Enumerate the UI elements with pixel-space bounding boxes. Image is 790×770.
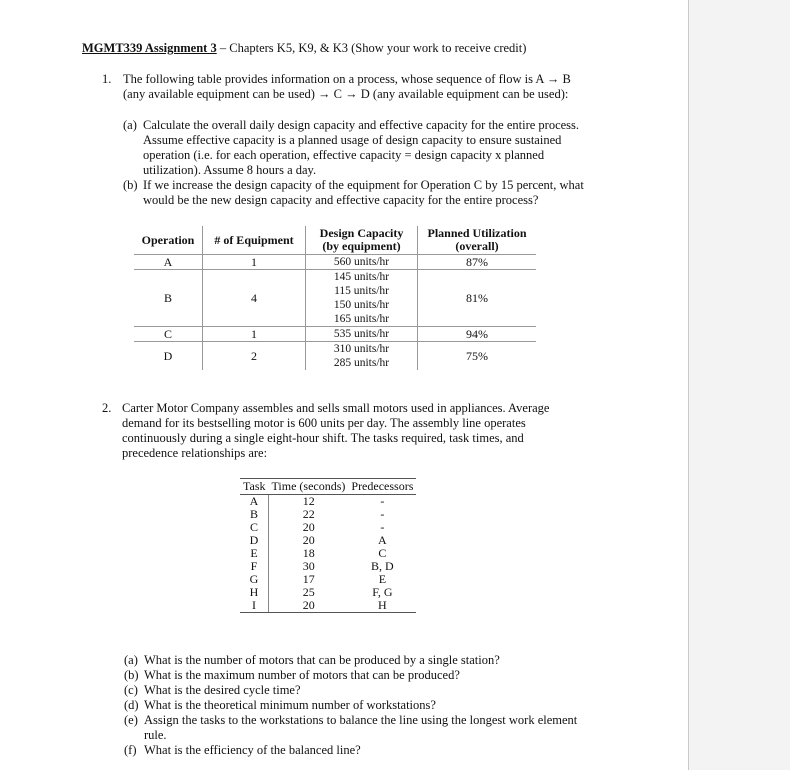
- question-item: (e) Assign the tasks to the workstations to balance the line using the longest work element rule.: [124, 713, 578, 742]
- col-header-task: Task: [240, 479, 269, 495]
- cell-equipment: 2: [203, 342, 306, 371]
- cell-time: 20: [302, 520, 315, 534]
- cell-predecessors: E: [378, 572, 387, 586]
- cell-task: D: [240, 534, 269, 547]
- cell-task: E: [240, 547, 269, 560]
- col-header-time: Time (seconds): [269, 479, 349, 495]
- cell-operation: D: [134, 342, 203, 371]
- process-table: [134, 226, 536, 370]
- cell-task: G: [240, 573, 269, 586]
- cell-time: 20: [302, 533, 315, 547]
- cell-time: 20: [269, 599, 349, 613]
- cell-time: 12: [302, 494, 315, 508]
- task-table-body: [240, 495, 416, 613]
- cell-time: 25: [302, 585, 315, 599]
- cell-task: H: [240, 586, 269, 599]
- cell-time: 22: [302, 507, 315, 521]
- table-row: [134, 327, 536, 342]
- q1-part-a: [123, 118, 623, 178]
- q1-intro-line: The following table provides information on a process, whose sequence of flow is A → B: [123, 72, 571, 86]
- col-header-predecessors: Predecessors: [348, 479, 416, 495]
- cell-equipment: 1: [203, 255, 306, 270]
- part-line: utilization). Assume 8 hours a day.: [143, 163, 317, 177]
- cell-utilization: 75%: [418, 342, 537, 371]
- cell-time: 18: [302, 546, 315, 560]
- q1-intro-line: (any available equipment can be used) → C → D (any available equipment can be used):: [123, 87, 569, 101]
- cell-equipment: 4: [203, 270, 306, 327]
- table-row: [240, 508, 416, 521]
- table-row: [240, 586, 416, 599]
- table-row: [240, 495, 416, 509]
- part-line: operation (i.e. for each operation, effective capacity = design capacity x planned: [143, 148, 545, 162]
- cell-utilization: 81%: [418, 270, 537, 327]
- col-header-planned-utilization: Planned Utilization (overall): [418, 226, 537, 255]
- cell-operation: C: [134, 327, 203, 342]
- cell-capacity: 145 units/hr 115 units/hr 150 units/hr 165 units/hr: [306, 270, 418, 327]
- cell-predecessors: -: [380, 520, 385, 534]
- cell-time: 17: [302, 572, 315, 586]
- table-row: [134, 270, 536, 327]
- question-item: (b) What is the maximum number of motors that can be produced?: [124, 668, 460, 682]
- cell-time: 30: [302, 559, 315, 573]
- q2-intro-line: demand for its bestselling motor is 600 units per day. The assembly line operates: [122, 416, 526, 430]
- part-line: If we increase the design capacity of the equipment for Operation C by 15 percent, what: [143, 178, 584, 192]
- cell-equipment: 1: [203, 327, 306, 342]
- cell-capacity: 560 units/hr: [306, 255, 418, 270]
- table-row: [240, 599, 416, 613]
- table-row: [134, 342, 536, 371]
- part-line: Assume effective capacity is a planned usage of design capacity to ensure sustained: [143, 133, 562, 147]
- part-line: would be the new design capacity and effective capacity for the entire process?: [143, 193, 539, 207]
- q2-questions: [124, 653, 624, 758]
- table-row: [240, 534, 416, 547]
- col-header-operation: Operation: [134, 226, 203, 255]
- cell-task: B: [240, 508, 269, 521]
- q1-part-b: [123, 178, 623, 208]
- cell-predecessors: B, D: [371, 559, 394, 573]
- part-label: (b): [123, 178, 138, 192]
- cell-predecessors: C: [378, 546, 387, 560]
- cell-capacity: 535 units/hr: [306, 327, 418, 342]
- cell-utilization: 87%: [418, 255, 537, 270]
- cell-operation: B: [134, 270, 203, 327]
- col-header-equipment: # of Equipment: [203, 226, 306, 255]
- question-item: (f) What is the efficiency of the balanced line?: [124, 743, 361, 757]
- table-row: [134, 255, 536, 270]
- q2-intro-line: precedence relationships are:: [122, 446, 268, 460]
- question-item: (c) What is the desired cycle time?: [124, 683, 301, 697]
- q2-number: 2.: [102, 401, 112, 415]
- cell-task: I: [240, 599, 269, 613]
- part-label: (a): [123, 118, 137, 132]
- cell-operation: A: [134, 255, 203, 270]
- q1-intro: [123, 72, 623, 102]
- cell-task: A: [240, 495, 269, 509]
- question-item: (a) What is the number of motors that can be produced by a single station?: [124, 653, 500, 667]
- cell-capacity: 310 units/hr 285 units/hr: [306, 342, 418, 371]
- course-title: MGMT339 Assignment 3: [82, 41, 217, 55]
- cell-utilization: 94%: [418, 327, 537, 342]
- assignment-subtitle: – Chapters K5, K9, & K3 (Show your work to receive credit): [216, 41, 527, 55]
- cell-predecessors: -: [380, 507, 385, 521]
- right-side-panel: [689, 0, 790, 770]
- q1-number: 1.: [102, 72, 112, 86]
- q2-intro: [122, 401, 622, 461]
- cell-predecessors: F, G: [372, 585, 393, 599]
- q1-parts: [123, 118, 623, 208]
- cell-task: C: [240, 521, 269, 534]
- cell-predecessors: H: [348, 599, 416, 613]
- cell-predecessors: -: [380, 494, 385, 508]
- cell-predecessors: A: [378, 533, 387, 547]
- col-header-design-capacity: Design Capacity (by equipment): [306, 226, 418, 255]
- part-line: Calculate the overall daily design capacity and effective capacity for the entire process.: [143, 118, 580, 132]
- question-item: (d) What is the theoretical minimum number of workstations?: [124, 698, 436, 712]
- assignment-title: [82, 41, 526, 56]
- table-row: [240, 521, 416, 534]
- q2-intro-line: Carter Motor Company assembles and sells small motors used in appliances. Average: [122, 401, 550, 415]
- cell-task: F: [240, 560, 269, 573]
- q2-intro-line: continuously during a single eight-hour shift. The tasks required, task times, and: [122, 431, 524, 445]
- table-row: [240, 560, 416, 573]
- task-table: [240, 478, 416, 613]
